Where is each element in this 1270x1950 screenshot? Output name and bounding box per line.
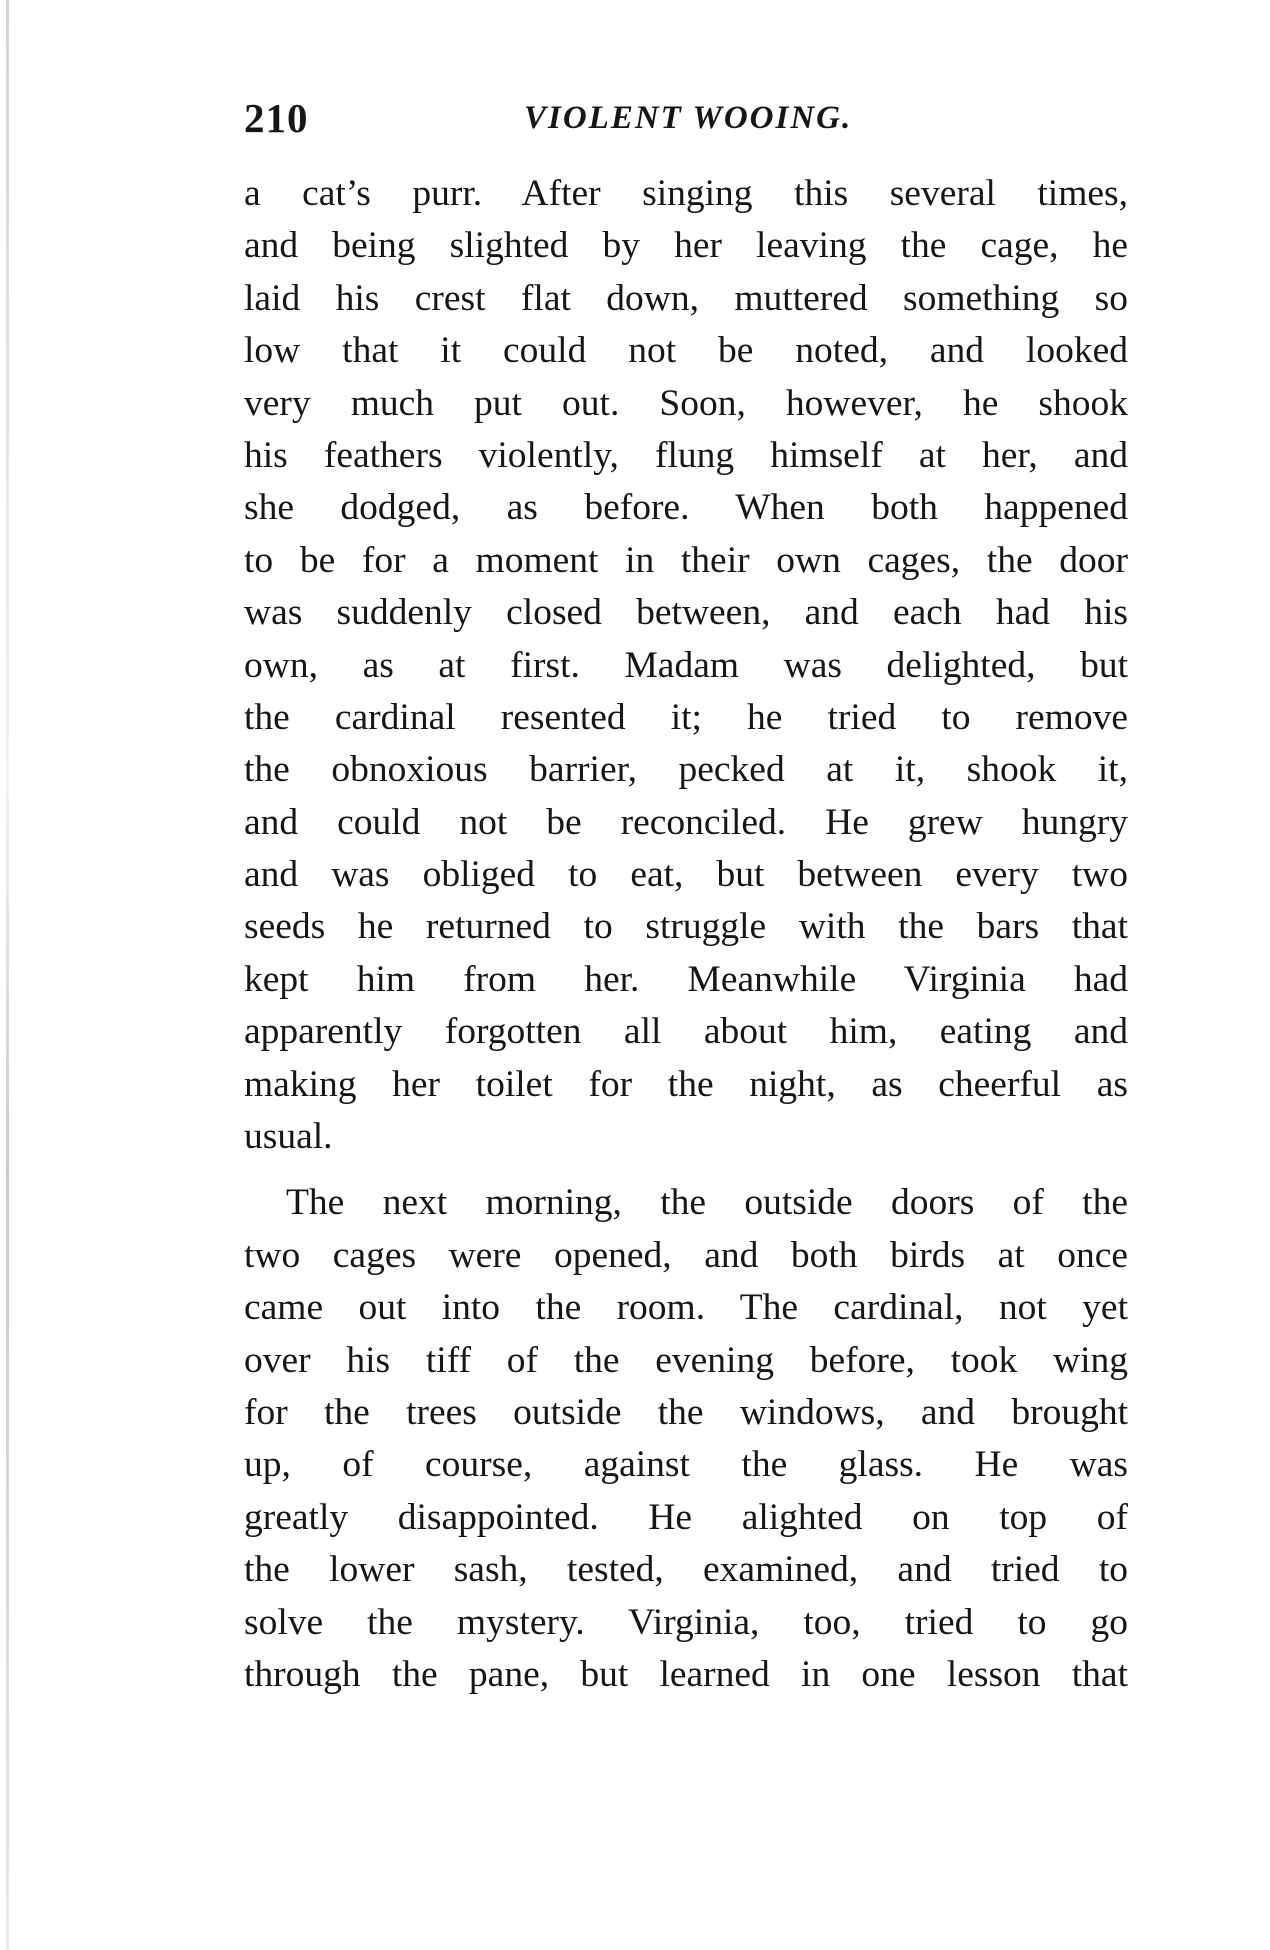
- text-line: was suddenly closed between, and each had his: [244, 592, 1128, 634]
- text-line: his feathers violently, flung himself at her, and: [244, 434, 1128, 476]
- text-line: came out into the room. The cardinal, not yet: [244, 1287, 1128, 1329]
- page-header: [244, 90, 1124, 150]
- text-line: up, of course, against the glass. He was: [244, 1444, 1128, 1486]
- text-line: The next morning, the outside doors of the: [286, 1182, 1128, 1224]
- text-line: apparently forgotten all about him, eating and: [244, 1011, 1128, 1053]
- running-title: VIOLENT WOOING.: [524, 100, 853, 136]
- text-line: greatly disappointed. He alighted on top of: [244, 1496, 1128, 1538]
- text-line: the obnoxious barrier, pecked at it, shook it,: [244, 749, 1128, 791]
- text-line: laid his crest flat down, muttered something so: [244, 277, 1128, 319]
- text-line: two cages were opened, and both birds at once: [244, 1234, 1128, 1276]
- text-line: a cat’s purr. After singing this several times,: [244, 173, 1128, 214]
- paragraph-2: [244, 1177, 1128, 1701]
- text-line: very much put out. Soon, however, he shook: [244, 382, 1128, 424]
- text-line: solve the mystery. Virginia, too, tried to go: [244, 1601, 1128, 1643]
- text-line: and being slighted by her leaving the cage, he: [244, 225, 1128, 267]
- text-line: making her toilet for the night, as cheerful as: [244, 1063, 1128, 1105]
- paragraph-1: [244, 168, 1128, 1163]
- body-text: [244, 168, 1128, 1701]
- page-number: 210: [244, 95, 309, 141]
- text-line: for the trees outside the windows, and brought: [244, 1391, 1128, 1433]
- text-line: own, as at first. Madam was delighted, but: [244, 644, 1128, 686]
- text-line: and was obliged to eat, but between every two: [244, 854, 1128, 896]
- text-line: she dodged, as before. When both happened: [244, 487, 1128, 529]
- text-line: and could not be reconciled. He grew hungry: [244, 801, 1128, 843]
- text-line: seeds he returned to struggle with the bars that: [244, 906, 1128, 948]
- scan-edge-shadow: [6, 0, 9, 1950]
- text-line: through the pane, but learned in one lesson that: [244, 1653, 1128, 1695]
- text-line: the lower sash, tested, examined, and tried to: [244, 1549, 1128, 1591]
- text-line: the cardinal resented it; he tried to remove: [244, 696, 1128, 738]
- text-line: kept him from her. Meanwhile Virginia had: [244, 958, 1128, 1000]
- text-line: over his tiff of the evening before, took wing: [244, 1339, 1128, 1381]
- text-line: low that it could not be noted, and looked: [244, 330, 1128, 372]
- text-line: to be for a moment in their own cages, the door: [244, 539, 1128, 581]
- text-line: usual.: [244, 1116, 333, 1158]
